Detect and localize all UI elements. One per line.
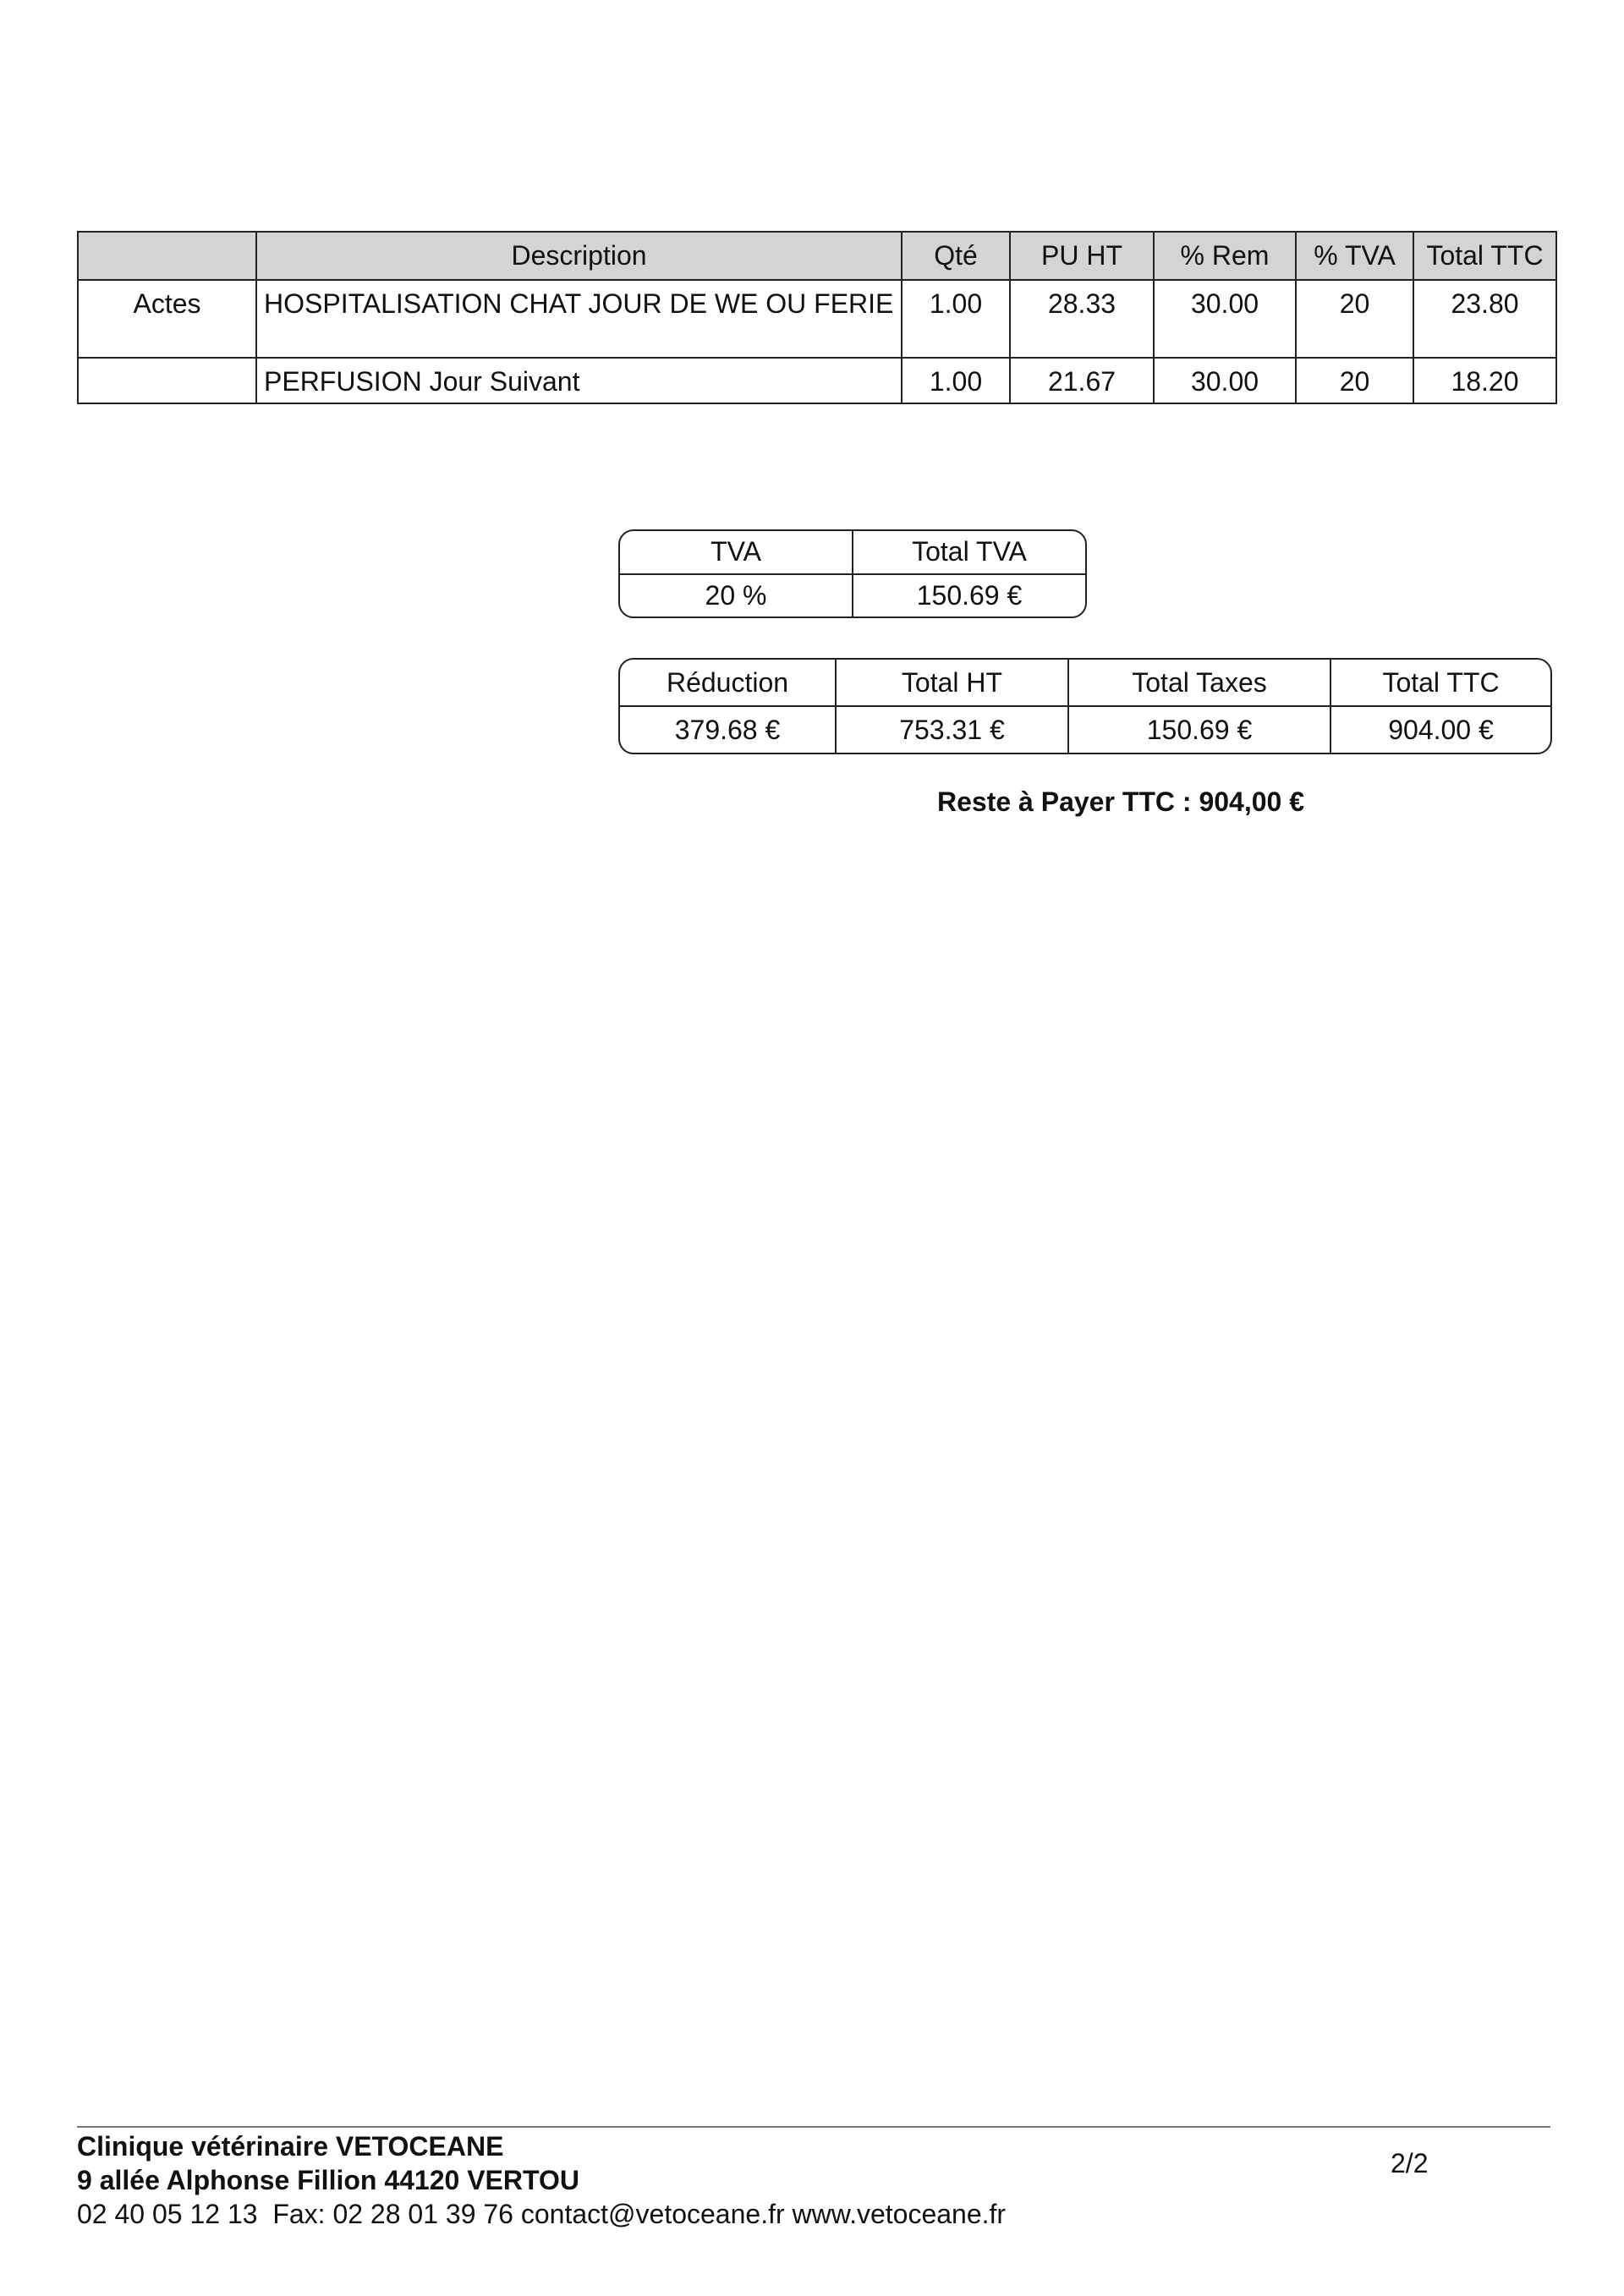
header-tva: % TVA <box>1296 232 1413 280</box>
reduction-value: 379.68 € <box>674 714 781 745</box>
header-pu-ht: PU HT <box>1010 232 1154 280</box>
total-ht-value: 753.31 € <box>836 706 1068 753</box>
row-rem: 30.00 <box>1154 280 1296 358</box>
vat-rate-header: TVA <box>620 531 853 574</box>
row-rem: 30.00 <box>1154 358 1296 403</box>
row-description: PERFUSION Jour Suivant <box>256 358 902 403</box>
vat-summary-box <box>618 529 1087 618</box>
row-category: Actes <box>78 280 256 358</box>
table-header-row <box>78 232 1556 280</box>
footer-divider <box>77 2126 1550 2128</box>
total-ht-header: Total HT <box>836 660 1068 706</box>
vat-total-value: 150.69 € <box>853 574 1085 617</box>
row-pu-ht: 21.67 <box>1010 358 1154 403</box>
total-ttc-value: 904.00 € <box>1330 706 1550 753</box>
header-rem: % Rem <box>1154 232 1296 280</box>
total-taxes-value: 150.69 € <box>1068 706 1330 753</box>
total-taxes-header: Total Taxes <box>1068 660 1330 706</box>
vat-rate-value: 20 % <box>705 579 767 611</box>
row-qty: 1.00 <box>902 358 1010 403</box>
invoice-lines-table <box>77 231 1557 404</box>
row-tva: 20 <box>1296 280 1413 358</box>
vat-total-header: Total TVA <box>853 531 1085 574</box>
row-description: HOSPITALISATION CHAT JOUR DE WE OU FERIE <box>256 280 902 358</box>
row-total-ttc: 23.80 <box>1413 280 1556 358</box>
row-total-ttc: 18.20 <box>1413 358 1556 403</box>
header-description: Description <box>256 232 902 280</box>
page-number: 2/2 <box>1391 2148 1429 2178</box>
totals-summary-box <box>618 658 1552 754</box>
reduction-header: Réduction <box>620 660 836 706</box>
table-row <box>78 358 1556 403</box>
row-pu-ht: 28.33 <box>1010 280 1154 358</box>
clinic-address: 9 allée Alphonse Fillion 44120 VERTOU <box>77 2165 579 2195</box>
row-category <box>78 358 256 403</box>
header-total-ttc: Total TTC <box>1413 232 1556 280</box>
header-category <box>78 232 256 280</box>
row-qty: 1.00 <box>902 280 1010 358</box>
footer <box>77 2129 1006 2231</box>
table-row <box>78 280 1556 358</box>
row-tva: 20 <box>1296 358 1413 403</box>
clinic-name: Clinique vétérinaire VETOCEANE <box>77 2131 504 2162</box>
amount-due: Reste à Payer TTC : 904,00 € <box>937 786 1305 817</box>
header-qty: Qté <box>902 232 1010 280</box>
clinic-contact: 02 40 05 12 13 Fax: 02 28 01 39 76 contact@vetoceane.fr www.vetoceane.fr <box>77 2199 1007 2229</box>
total-ttc-header: Total TTC <box>1330 660 1550 706</box>
